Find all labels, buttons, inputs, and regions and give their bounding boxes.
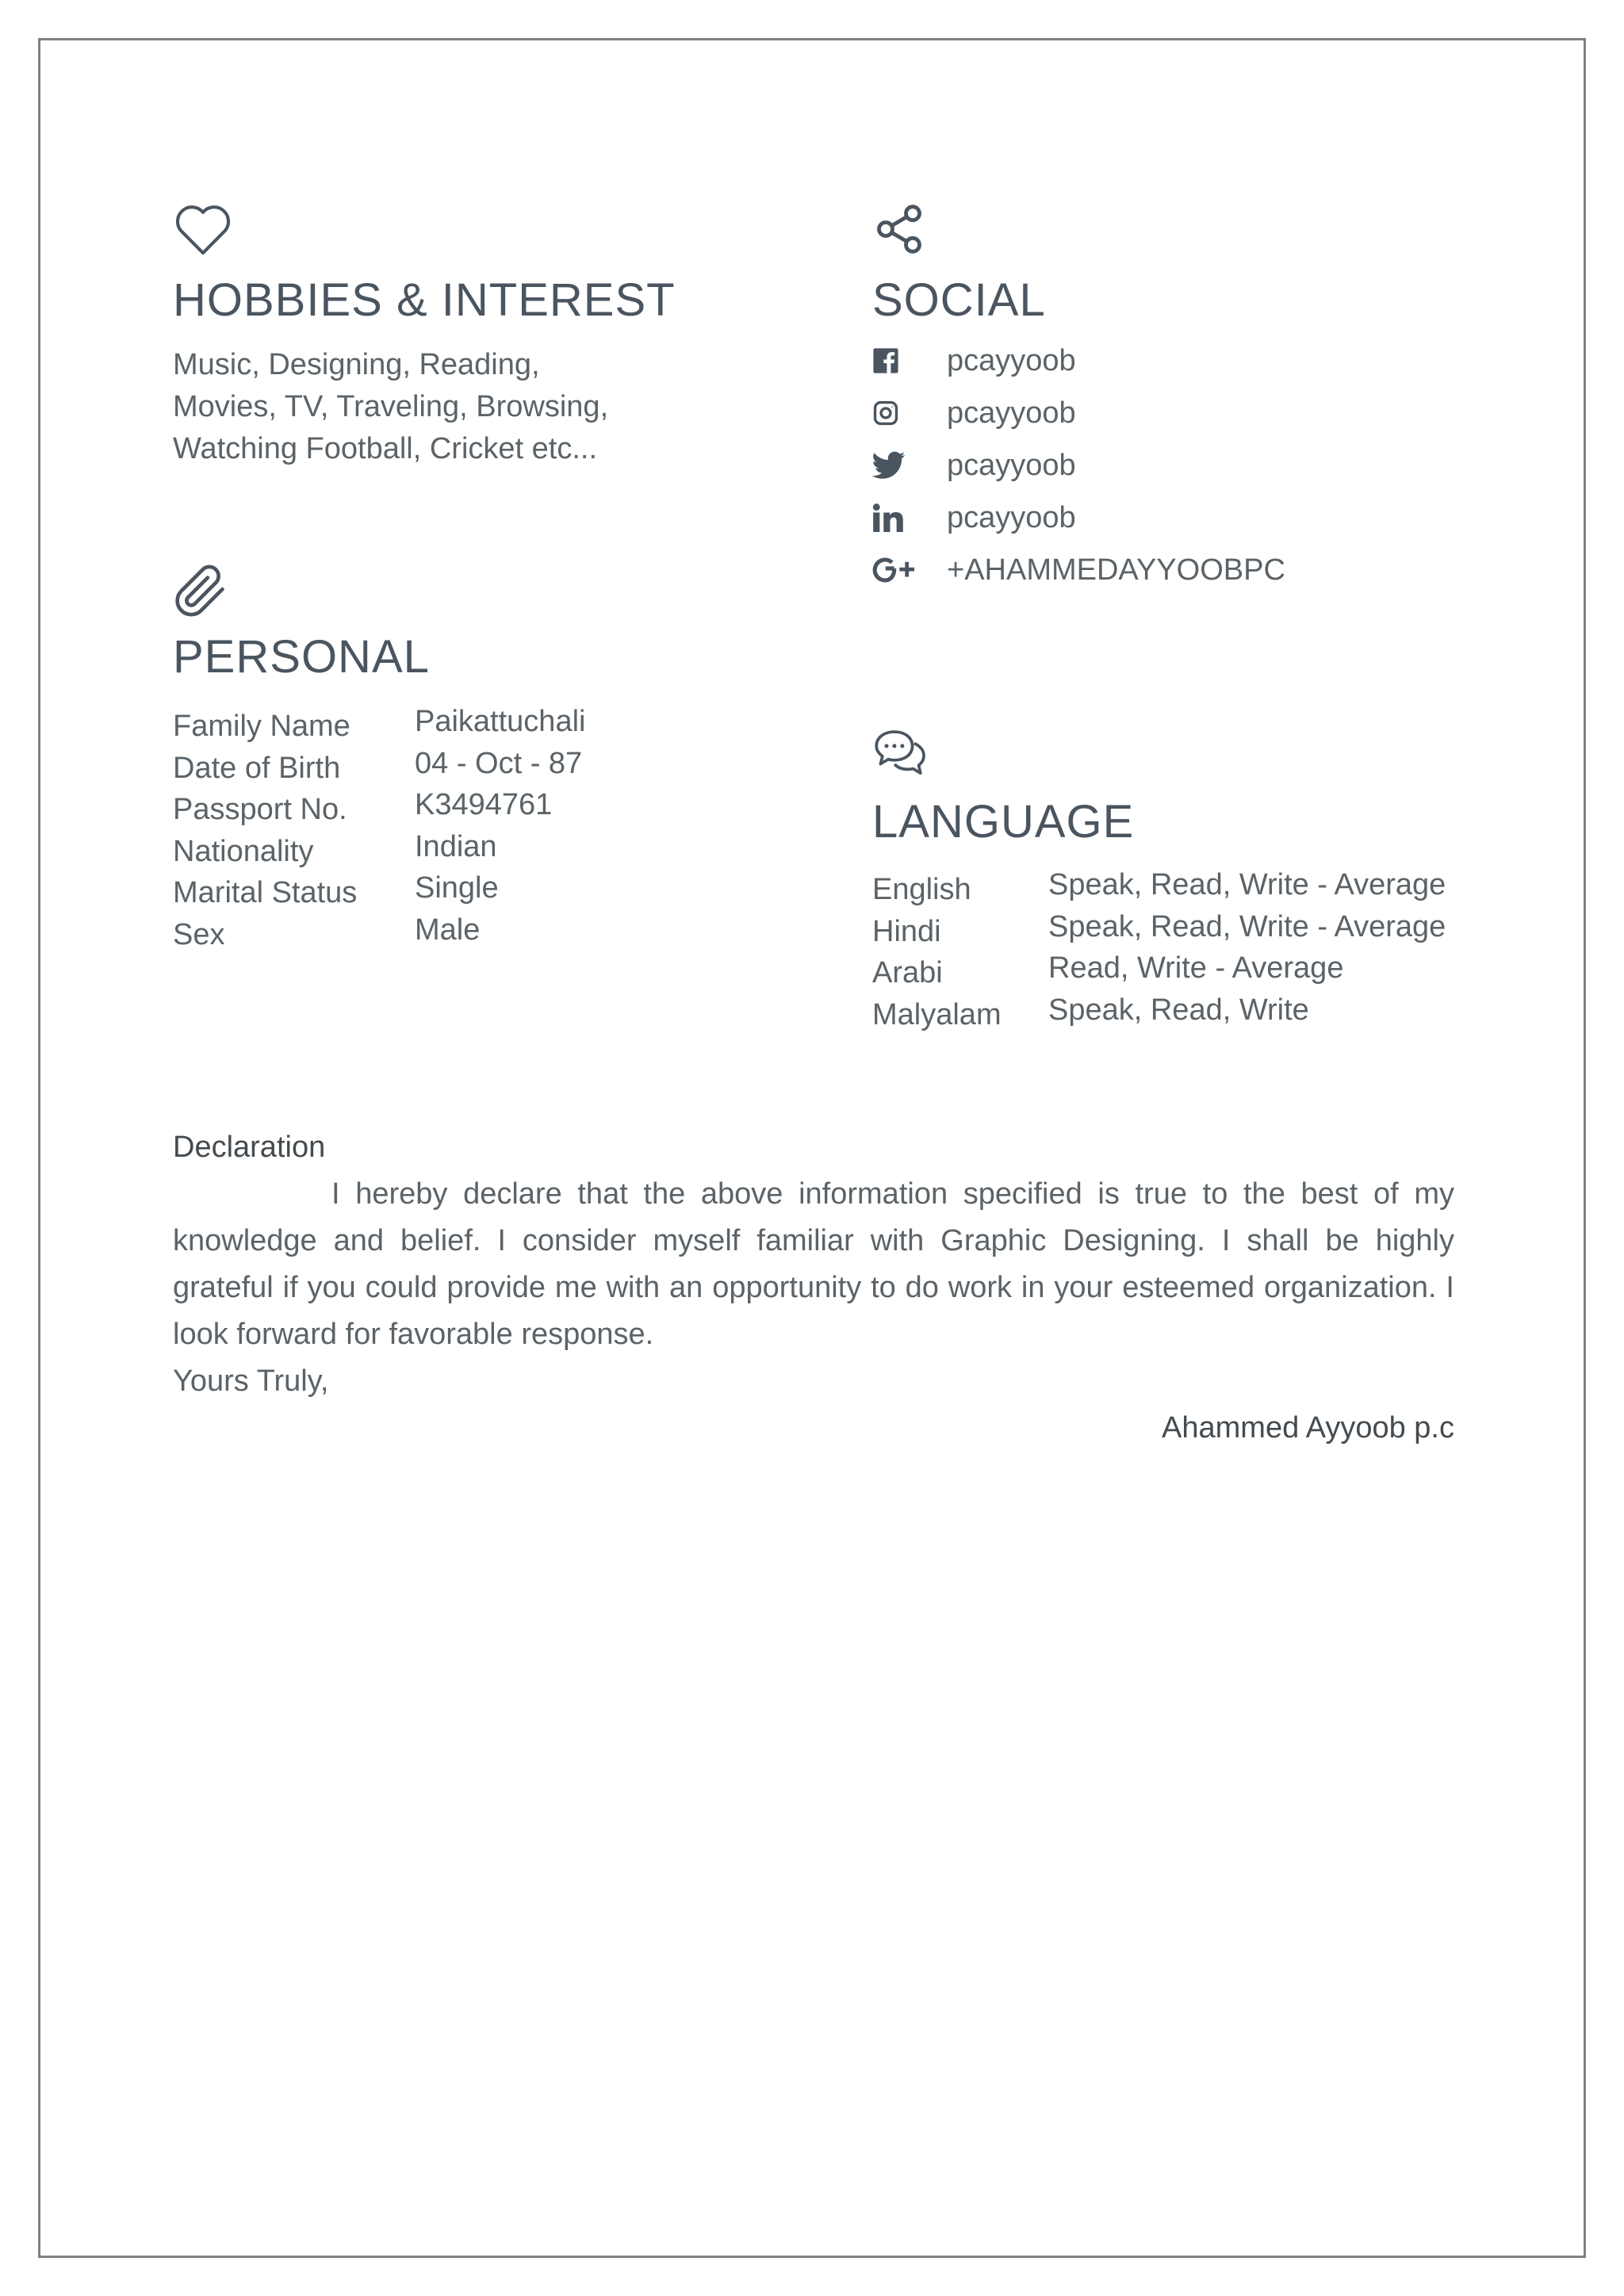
- declaration-title: Declaration: [173, 1131, 326, 1164]
- hobbies-text: [173, 344, 776, 470]
- personal-value: Male: [415, 913, 481, 947]
- declaration-body: I hereby declare that the above information specified is true to the best of my knowledge and belief. I consider myself familiar with Graphic Designing. I shall be highly grateful if you could provide me with an opportunity to do work in your esteemed organization. I look forward for favorable response.: [173, 1177, 1454, 1351]
- share-icon: [872, 201, 1507, 257]
- language-level: Speak, Read, Write: [1048, 993, 1309, 1027]
- declaration-body-wrap: [173, 1171, 1454, 1358]
- paperclip-icon: [173, 563, 807, 620]
- personal-title: PERSONAL: [173, 631, 430, 683]
- social-item-linkedin[interactable]: [872, 492, 1507, 544]
- declaration-signature: Ahammed Ayyoob p.c: [1162, 1411, 1454, 1445]
- personal-label: Date of Birth: [173, 751, 341, 785]
- personal-value: Paikattuchali: [415, 705, 586, 738]
- social-handle: pcayyoob: [947, 500, 1076, 534]
- personal-label: Marital Status: [173, 876, 358, 909]
- social-item-facebook[interactable]: [872, 335, 1507, 387]
- personal-table: [173, 706, 807, 955]
- hobbies-line: Music, Designing, Reading,: [173, 348, 540, 381]
- google-plus-icon: [872, 556, 947, 584]
- personal-label: Nationality: [173, 834, 314, 868]
- social-title: SOCIAL: [872, 274, 1046, 326]
- hobbies-title: HOBBIES & INTEREST: [173, 274, 676, 326]
- personal-values: [415, 706, 585, 955]
- hobbies-section: [173, 201, 776, 470]
- social-handle: pcayyoob: [947, 448, 1076, 482]
- social-handle: pcayyoob: [947, 343, 1076, 377]
- language-names: [872, 869, 1048, 1035]
- personal-value: 04 - Oct - 87: [415, 746, 583, 780]
- heart-icon: [173, 201, 776, 257]
- personal-label: Passport No.: [173, 793, 347, 826]
- language-level: Read, Write - Average: [1048, 951, 1344, 985]
- instagram-icon: [872, 400, 947, 427]
- social-item-instagram[interactable]: [872, 387, 1507, 439]
- personal-label: Sex: [173, 917, 225, 951]
- personal-label: Family Name: [173, 710, 350, 743]
- social-handle: +AHAMMEDAYYOOBPC: [947, 553, 1285, 587]
- hobbies-line: Watching Football, Cricket etc...: [173, 432, 598, 465]
- twitter-icon: [872, 451, 947, 480]
- language-section: [872, 726, 1507, 1035]
- social-section: [872, 201, 1507, 596]
- chat-bubbles-icon: [872, 726, 1507, 780]
- language-levels: [1048, 869, 1446, 1035]
- language-name: English: [872, 873, 971, 906]
- personal-section: [173, 563, 807, 955]
- social-item-google-plus[interactable]: [872, 544, 1507, 596]
- language-name: Hindi: [872, 914, 941, 948]
- personal-value: Single: [415, 871, 499, 905]
- language-name: Malyalam: [872, 997, 1002, 1031]
- hobbies-line: Movies, TV, Traveling, Browsing,: [173, 390, 609, 423]
- social-list: [872, 335, 1507, 596]
- language-level: Speak, Read, Write - Average: [1048, 868, 1446, 901]
- personal-value: Indian: [415, 829, 497, 863]
- language-name: Arabi: [872, 956, 943, 989]
- language-table: [872, 869, 1507, 1035]
- linkedin-icon: [872, 503, 947, 532]
- declaration-section: [173, 1124, 1454, 1452]
- personal-value: K3494761: [415, 788, 553, 821]
- social-item-twitter[interactable]: [872, 439, 1507, 492]
- personal-labels: [173, 706, 415, 955]
- social-handle: pcayyoob: [947, 396, 1076, 430]
- facebook-icon: [872, 347, 947, 374]
- language-level: Speak, Read, Write - Average: [1048, 909, 1446, 943]
- declaration-closing: Yours Truly,: [173, 1364, 329, 1398]
- language-title: LANGUAGE: [872, 796, 1135, 848]
